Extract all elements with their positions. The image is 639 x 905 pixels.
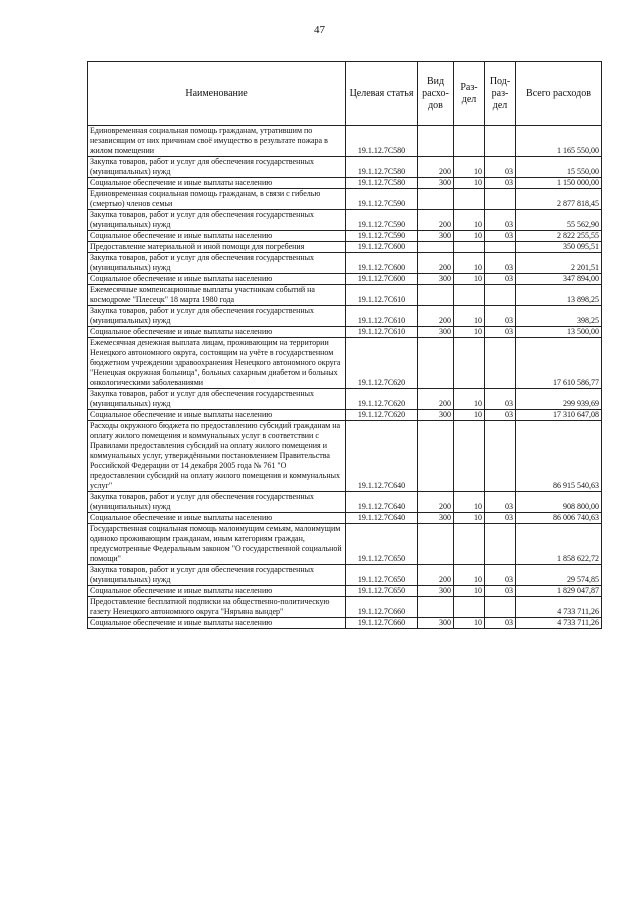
- row-name: Закупка товаров, работ и услуг для обеспечения государственных (муниципальных) нужд: [88, 210, 346, 231]
- row-amount: 1 165 550,00: [516, 126, 602, 157]
- row-subsection: 03: [485, 210, 516, 231]
- row-amount: 1 829 047,87: [516, 586, 602, 597]
- row-name: Социальное обеспечение и иные выплаты населению: [88, 618, 346, 629]
- table-row: [88, 285, 602, 306]
- row-amount: 13 500,00: [516, 327, 602, 338]
- row-section: 10: [454, 210, 485, 231]
- table-row: [88, 513, 602, 524]
- row-subsection: [485, 189, 516, 210]
- row-section: 10: [454, 253, 485, 274]
- row-name: Социальное обеспечение и иные выплаты населению: [88, 410, 346, 421]
- row-amount: 15 550,00: [516, 157, 602, 178]
- row-section: [454, 338, 485, 389]
- row-subsection: 03: [485, 231, 516, 242]
- row-amount: 86 915 540,63: [516, 421, 602, 492]
- row-subsection: 03: [485, 157, 516, 178]
- row-section: 10: [454, 618, 485, 629]
- row-expense-type: 300: [418, 618, 454, 629]
- row-expense-type: 300: [418, 586, 454, 597]
- page-number: 47: [314, 24, 325, 36]
- table-row: [88, 210, 602, 231]
- row-expense-type: 300: [418, 327, 454, 338]
- row-section: 10: [454, 389, 485, 410]
- table-row: [88, 410, 602, 421]
- row-name: Единовременная социальная помощь гражданам, утратившим по независящим от них причинам своё имущество в результате пожара в жилом помещении: [88, 126, 346, 157]
- row-subsection: 03: [485, 389, 516, 410]
- row-target-article: 19.1.12.7С610: [346, 285, 418, 306]
- table-row: [88, 189, 602, 210]
- row-subsection: [485, 338, 516, 389]
- row-subsection: [485, 285, 516, 306]
- table-row: [88, 157, 602, 178]
- row-name: Социальное обеспечение и иные выплаты населению: [88, 231, 346, 242]
- row-subsection: [485, 597, 516, 618]
- row-expense-type: 200: [418, 389, 454, 410]
- row-section: 10: [454, 565, 485, 586]
- row-amount: 4 733 711,26: [516, 597, 602, 618]
- header-total: Всего расходов: [516, 62, 602, 126]
- budget-table: [87, 61, 602, 629]
- row-expense-type: 300: [418, 178, 454, 189]
- row-section: [454, 126, 485, 157]
- header-name: Наименование: [88, 62, 346, 126]
- row-name: Закупка товаров, работ и услуг для обеспечения государственных (муниципальных) нужд: [88, 492, 346, 513]
- row-target-article: 19.1.12.7С620: [346, 338, 418, 389]
- row-expense-type: 200: [418, 565, 454, 586]
- row-subsection: 03: [485, 178, 516, 189]
- row-expense-type: [418, 597, 454, 618]
- row-target-article: 19.1.12.7С650: [346, 565, 418, 586]
- row-section: [454, 189, 485, 210]
- row-subsection: 03: [485, 274, 516, 285]
- row-subsection: [485, 524, 516, 565]
- row-target-article: 19.1.12.7С640: [346, 421, 418, 492]
- row-expense-type: [418, 242, 454, 253]
- row-name: Единовременная социальная помощь гражданам, в связи с гибелью (смертью) членов семьи: [88, 189, 346, 210]
- row-amount: 55 562,90: [516, 210, 602, 231]
- row-target-article: 19.1.12.7С600: [346, 242, 418, 253]
- row-subsection: 03: [485, 565, 516, 586]
- row-amount: 13 898,25: [516, 285, 602, 306]
- row-amount: 1 150 000,00: [516, 178, 602, 189]
- row-expense-type: 300: [418, 274, 454, 285]
- row-expense-type: 200: [418, 306, 454, 327]
- row-name: Закупка товаров, работ и услуг для обеспечения государственных (муниципальных) нужд: [88, 389, 346, 410]
- table-row: [88, 242, 602, 253]
- row-target-article: 19.1.12.7С660: [346, 618, 418, 629]
- row-amount: 299 939,69: [516, 389, 602, 410]
- header-target-article: Целевая статья: [346, 62, 418, 126]
- row-amount: 2 201,51: [516, 253, 602, 274]
- row-amount: 29 574,85: [516, 565, 602, 586]
- row-expense-type: [418, 338, 454, 389]
- table-header-row: [88, 62, 602, 126]
- row-section: 10: [454, 274, 485, 285]
- row-name: Закупка товаров, работ и услуг для обеспечения государственных (муниципальных) нужд: [88, 306, 346, 327]
- row-subsection: [485, 126, 516, 157]
- row-name: Ежемесячные компенсационные выплаты участникам событий на космодроме "Плесецк" 18 марта 1980 года: [88, 285, 346, 306]
- table-row: [88, 586, 602, 597]
- row-name: Социальное обеспечение и иные выплаты населению: [88, 586, 346, 597]
- row-amount: 398,25: [516, 306, 602, 327]
- row-target-article: 19.1.12.7С640: [346, 513, 418, 524]
- row-target-article: 19.1.12.7С650: [346, 524, 418, 565]
- table-row: [88, 492, 602, 513]
- row-target-article: 19.1.12.7С610: [346, 327, 418, 338]
- row-amount: 347 894,00: [516, 274, 602, 285]
- row-target-article: 19.1.12.7С610: [346, 306, 418, 327]
- row-target-article: 19.1.12.7С600: [346, 274, 418, 285]
- row-amount: 86 006 740,63: [516, 513, 602, 524]
- row-section: 10: [454, 586, 485, 597]
- row-name: Закупка товаров, работ и услуг для обеспечения государственных (муниципальных) нужд: [88, 565, 346, 586]
- table-row: [88, 306, 602, 327]
- table-row: [88, 389, 602, 410]
- row-name: Социальное обеспечение и иные выплаты населению: [88, 178, 346, 189]
- row-target-article: 19.1.12.7С620: [346, 389, 418, 410]
- row-target-article: 19.1.12.7С640: [346, 492, 418, 513]
- row-subsection: [485, 421, 516, 492]
- row-expense-type: 300: [418, 513, 454, 524]
- row-target-article: 19.1.12.7С600: [346, 253, 418, 274]
- header-subsection: Под-раз-дел: [485, 62, 516, 126]
- row-name: Предоставление материальной и иной помощи для погребения: [88, 242, 346, 253]
- row-expense-type: [418, 524, 454, 565]
- row-expense-type: 200: [418, 253, 454, 274]
- row-section: 10: [454, 327, 485, 338]
- table-row: [88, 597, 602, 618]
- row-target-article: 19.1.12.7С660: [346, 597, 418, 618]
- row-name: Социальное обеспечение и иные выплаты населению: [88, 274, 346, 285]
- row-target-article: 19.1.12.7С580: [346, 157, 418, 178]
- row-target-article: 19.1.12.7С650: [346, 586, 418, 597]
- row-amount: 17 310 647,08: [516, 410, 602, 421]
- row-expense-type: [418, 285, 454, 306]
- row-subsection: [485, 242, 516, 253]
- row-amount: 17 610 586,77: [516, 338, 602, 389]
- table-row: [88, 178, 602, 189]
- table-row: [88, 327, 602, 338]
- table-row: [88, 126, 602, 157]
- table-row: [88, 231, 602, 242]
- row-target-article: 19.1.12.7С580: [346, 178, 418, 189]
- row-subsection: 03: [485, 492, 516, 513]
- row-target-article: 19.1.12.7С590: [346, 189, 418, 210]
- table-row: [88, 421, 602, 492]
- row-name: Предоставление бесплатной подписки на общественно-политическую газету Ненецкого автономного округа "Няръяна вындер": [88, 597, 346, 618]
- row-name: Государственная социальная помощь малоимущим семьям, малоимущим одиноко проживающим гражданам, иным категориям граждан, предусмотренные Федеральным законом "О государственной социальной помощи": [88, 524, 346, 565]
- row-section: 10: [454, 178, 485, 189]
- row-subsection: 03: [485, 513, 516, 524]
- row-name: Закупка товаров, работ и услуг для обеспечения государственных (муниципальных) нужд: [88, 157, 346, 178]
- row-subsection: 03: [485, 410, 516, 421]
- row-subsection: 03: [485, 327, 516, 338]
- row-target-article: 19.1.12.7С580: [346, 126, 418, 157]
- row-subsection: 03: [485, 306, 516, 327]
- row-expense-type: 200: [418, 157, 454, 178]
- row-target-article: 19.1.12.7С590: [346, 210, 418, 231]
- row-expense-type: [418, 126, 454, 157]
- row-amount: 350 095,51: [516, 242, 602, 253]
- row-expense-type: [418, 189, 454, 210]
- table-row: [88, 338, 602, 389]
- row-section: [454, 524, 485, 565]
- row-section: 10: [454, 492, 485, 513]
- row-section: 10: [454, 157, 485, 178]
- row-section: [454, 285, 485, 306]
- row-expense-type: 200: [418, 492, 454, 513]
- table-row: [88, 618, 602, 629]
- row-amount: 908 800,00: [516, 492, 602, 513]
- row-expense-type: [418, 421, 454, 492]
- row-target-article: 19.1.12.7С620: [346, 410, 418, 421]
- row-amount: 4 733 711,26: [516, 618, 602, 629]
- row-amount: 1 858 622,72: [516, 524, 602, 565]
- row-target-article: 19.1.12.7С590: [346, 231, 418, 242]
- header-expense-type: Вид расхо-дов: [418, 62, 454, 126]
- row-section: 10: [454, 410, 485, 421]
- row-section: [454, 597, 485, 618]
- row-section: 10: [454, 513, 485, 524]
- row-subsection: 03: [485, 253, 516, 274]
- row-expense-type: 300: [418, 410, 454, 421]
- row-amount: 2 822 255,55: [516, 231, 602, 242]
- row-expense-type: 200: [418, 210, 454, 231]
- table-row: [88, 565, 602, 586]
- table-row: [88, 253, 602, 274]
- header-section: Раз-дел: [454, 62, 485, 126]
- row-name: Расходы окружного бюджета по предоставлению субсидий гражданам на оплату жилого помещения и коммунальных услуг в соответствии с Правилами предоставления субсидий на оплату жилого помещения и коммунальных услуг, утверждёнными постановлением Правительства Российской Федерации от 14 декабря 2005 года № 761 "О предоставлении субсидий на оплату жилого помещения и коммунальных услуг": [88, 421, 346, 492]
- row-section: 10: [454, 306, 485, 327]
- row-name: Закупка товаров, работ и услуг для обеспечения государственных (муниципальных) нужд: [88, 253, 346, 274]
- row-section: [454, 421, 485, 492]
- row-name: Ежемесячная денежная выплата лицам, проживающим на территории Ненецкого автономного округа, состоящим на учёте в государственном бюджетном учреждении здравоохранения Ненецкого автономного округа "Ненецкая окружная больница", больных сахарным диабетом и больных онкологическими заболеваниями: [88, 338, 346, 389]
- row-section: [454, 242, 485, 253]
- row-expense-type: 300: [418, 231, 454, 242]
- row-section: 10: [454, 231, 485, 242]
- row-name: Социальное обеспечение и иные выплаты населению: [88, 327, 346, 338]
- table-row: [88, 274, 602, 285]
- row-amount: 2 877 818,45: [516, 189, 602, 210]
- row-name: Социальное обеспечение и иные выплаты населению: [88, 513, 346, 524]
- row-subsection: 03: [485, 586, 516, 597]
- table-row: [88, 524, 602, 565]
- row-subsection: 03: [485, 618, 516, 629]
